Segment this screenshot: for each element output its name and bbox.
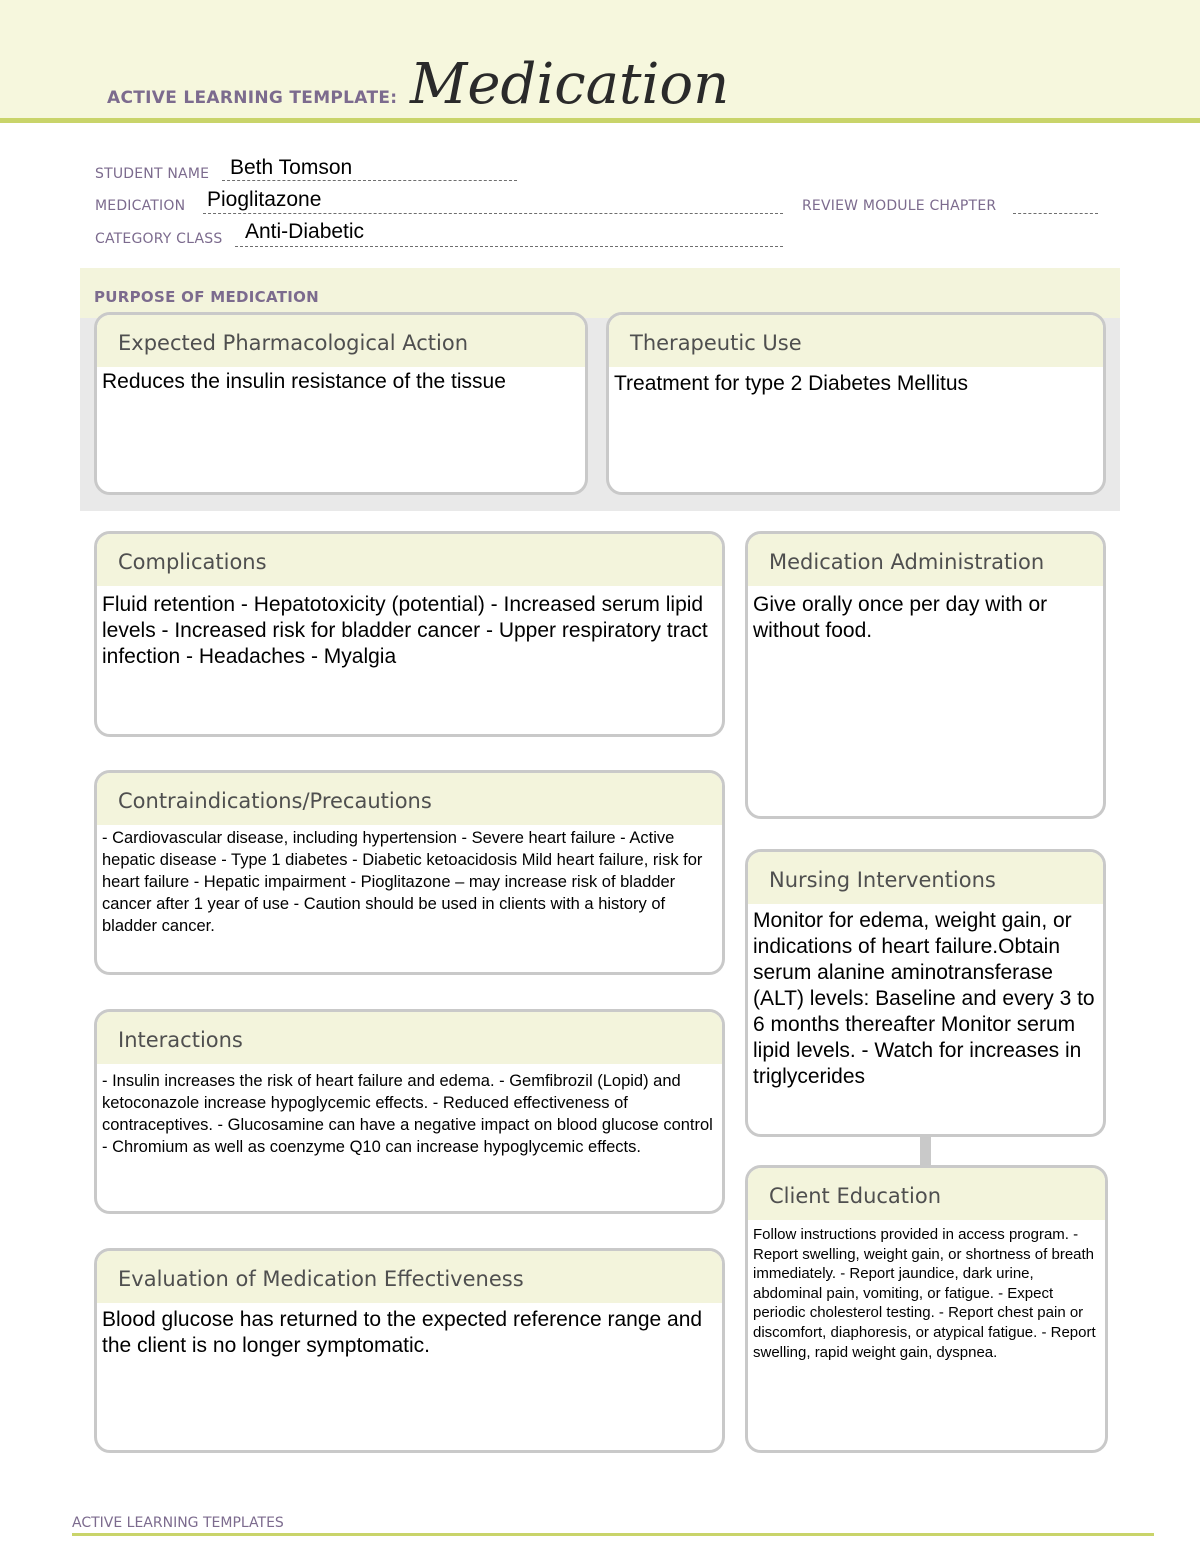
evaluation-title: Evaluation of Medication Effectiveness xyxy=(97,1251,722,1303)
therapeutic-use-text[interactable]: Treatment for type 2 Diabetes Mellitus xyxy=(614,372,969,395)
contraindications-text[interactable]: - Cardiovascular disease, including hypertension - Severe heart failure - Active hepatic disease - Type 1 diabetes - Diabetic ketoacidosis Mild heart failure, risk for heart failure - Hepatic impairment - Pioglitazone – may increase risk of bladder cancer after 1 year of use - Caution should be used in clients with a history of bladder cancer. xyxy=(102,829,703,935)
interactions-title: Interactions xyxy=(97,1012,722,1064)
student-name-line xyxy=(222,180,517,181)
student-name-field[interactable]: Beth Tomson xyxy=(230,156,353,179)
footer-rule xyxy=(72,1533,1154,1536)
evaluation-text[interactable]: Blood glucose has returned to the expected reference range and the client is no longer symptomatic. xyxy=(102,1308,703,1357)
contraindications-title: Contraindications/Precautions xyxy=(97,773,722,825)
client-education-title: Client Education xyxy=(748,1168,1105,1220)
complications-title: Complications xyxy=(97,534,722,586)
template-label: ACTIVE LEARNING TEMPLATE: xyxy=(107,88,398,108)
medication-administration-text[interactable]: Give orally once per day with or without food. xyxy=(753,593,1048,642)
card-connector xyxy=(920,1134,931,1168)
contraindications-card xyxy=(94,770,725,975)
nursing-interventions-card xyxy=(745,849,1106,1137)
footer-label: ACTIVE LEARNING TEMPLATES xyxy=(72,1515,284,1531)
category-class-label: CATEGORY CLASS xyxy=(95,231,223,247)
category-class-line xyxy=(235,246,783,247)
page-title: Medication xyxy=(410,52,730,117)
complications-text[interactable]: Fluid retention - Hepatotoxicity (potential) - Increased serum lipid levels - Increased risk for bladder cancer - Upper respiratory tract infection - Headaches - Myalgia xyxy=(102,593,708,668)
medication-field[interactable]: Pioglitazone xyxy=(207,188,322,211)
expected-action-card xyxy=(94,312,588,495)
medication-line xyxy=(203,213,783,214)
purpose-label: PURPOSE OF MEDICATION xyxy=(94,288,320,306)
medication-administration-title: Medication Administration xyxy=(748,534,1103,586)
complications-card xyxy=(94,531,725,737)
client-education-text[interactable]: Follow instructions provided in access program. - Report swelling, weight gain, or shortness of breath immediately. - Report jaundice, dark urine, abdominal pain, vomiting, or fatigue. - Expect periodic cholesterol testing. - Report chest pain or discomfort, diaphoresis, or atypical fatigue. - Report swelling, rapid weight gain, dyspnea. xyxy=(753,1226,1096,1361)
medication-administration-card xyxy=(745,531,1106,819)
evaluation-card xyxy=(94,1248,725,1453)
expected-action-title: Expected Pharmacological Action xyxy=(97,315,585,367)
nursing-interventions-title: Nursing Interventions xyxy=(748,852,1103,904)
interactions-card xyxy=(94,1009,725,1214)
review-module-label: REVIEW MODULE CHAPTER xyxy=(802,198,997,214)
review-module-line xyxy=(1013,213,1098,214)
medication-label: MEDICATION xyxy=(95,198,186,214)
interactions-text[interactable]: - Insulin increases the risk of heart failure and edema. - Gemfibrozil (Lopid) and ketoconazole increase hypoglycemic effects. - Reduced effectiveness of contraceptives. - Glucosamine can have a negative impact on blood glucose control - Chromium as well as coenzyme Q10 can increase hypoglycemic effects. xyxy=(102,1072,713,1156)
therapeutic-use-card xyxy=(606,312,1106,495)
nursing-interventions-text[interactable]: Monitor for edema, weight gain, or indications of heart failure.Obtain serum alanine aminotransferase (ALT) levels: Baseline and every 3 to 6 months thereafter Monitor serum lipid levels. - Watch for increases in triglycerides xyxy=(753,909,1095,1088)
expected-action-text[interactable]: Reduces the insulin resistance of the tissue xyxy=(102,370,506,393)
client-education-card xyxy=(745,1165,1108,1453)
student-name-label: STUDENT NAME xyxy=(95,166,210,182)
therapeutic-use-title: Therapeutic Use xyxy=(609,315,1103,367)
category-class-field[interactable]: Anti-Diabetic xyxy=(245,220,365,243)
